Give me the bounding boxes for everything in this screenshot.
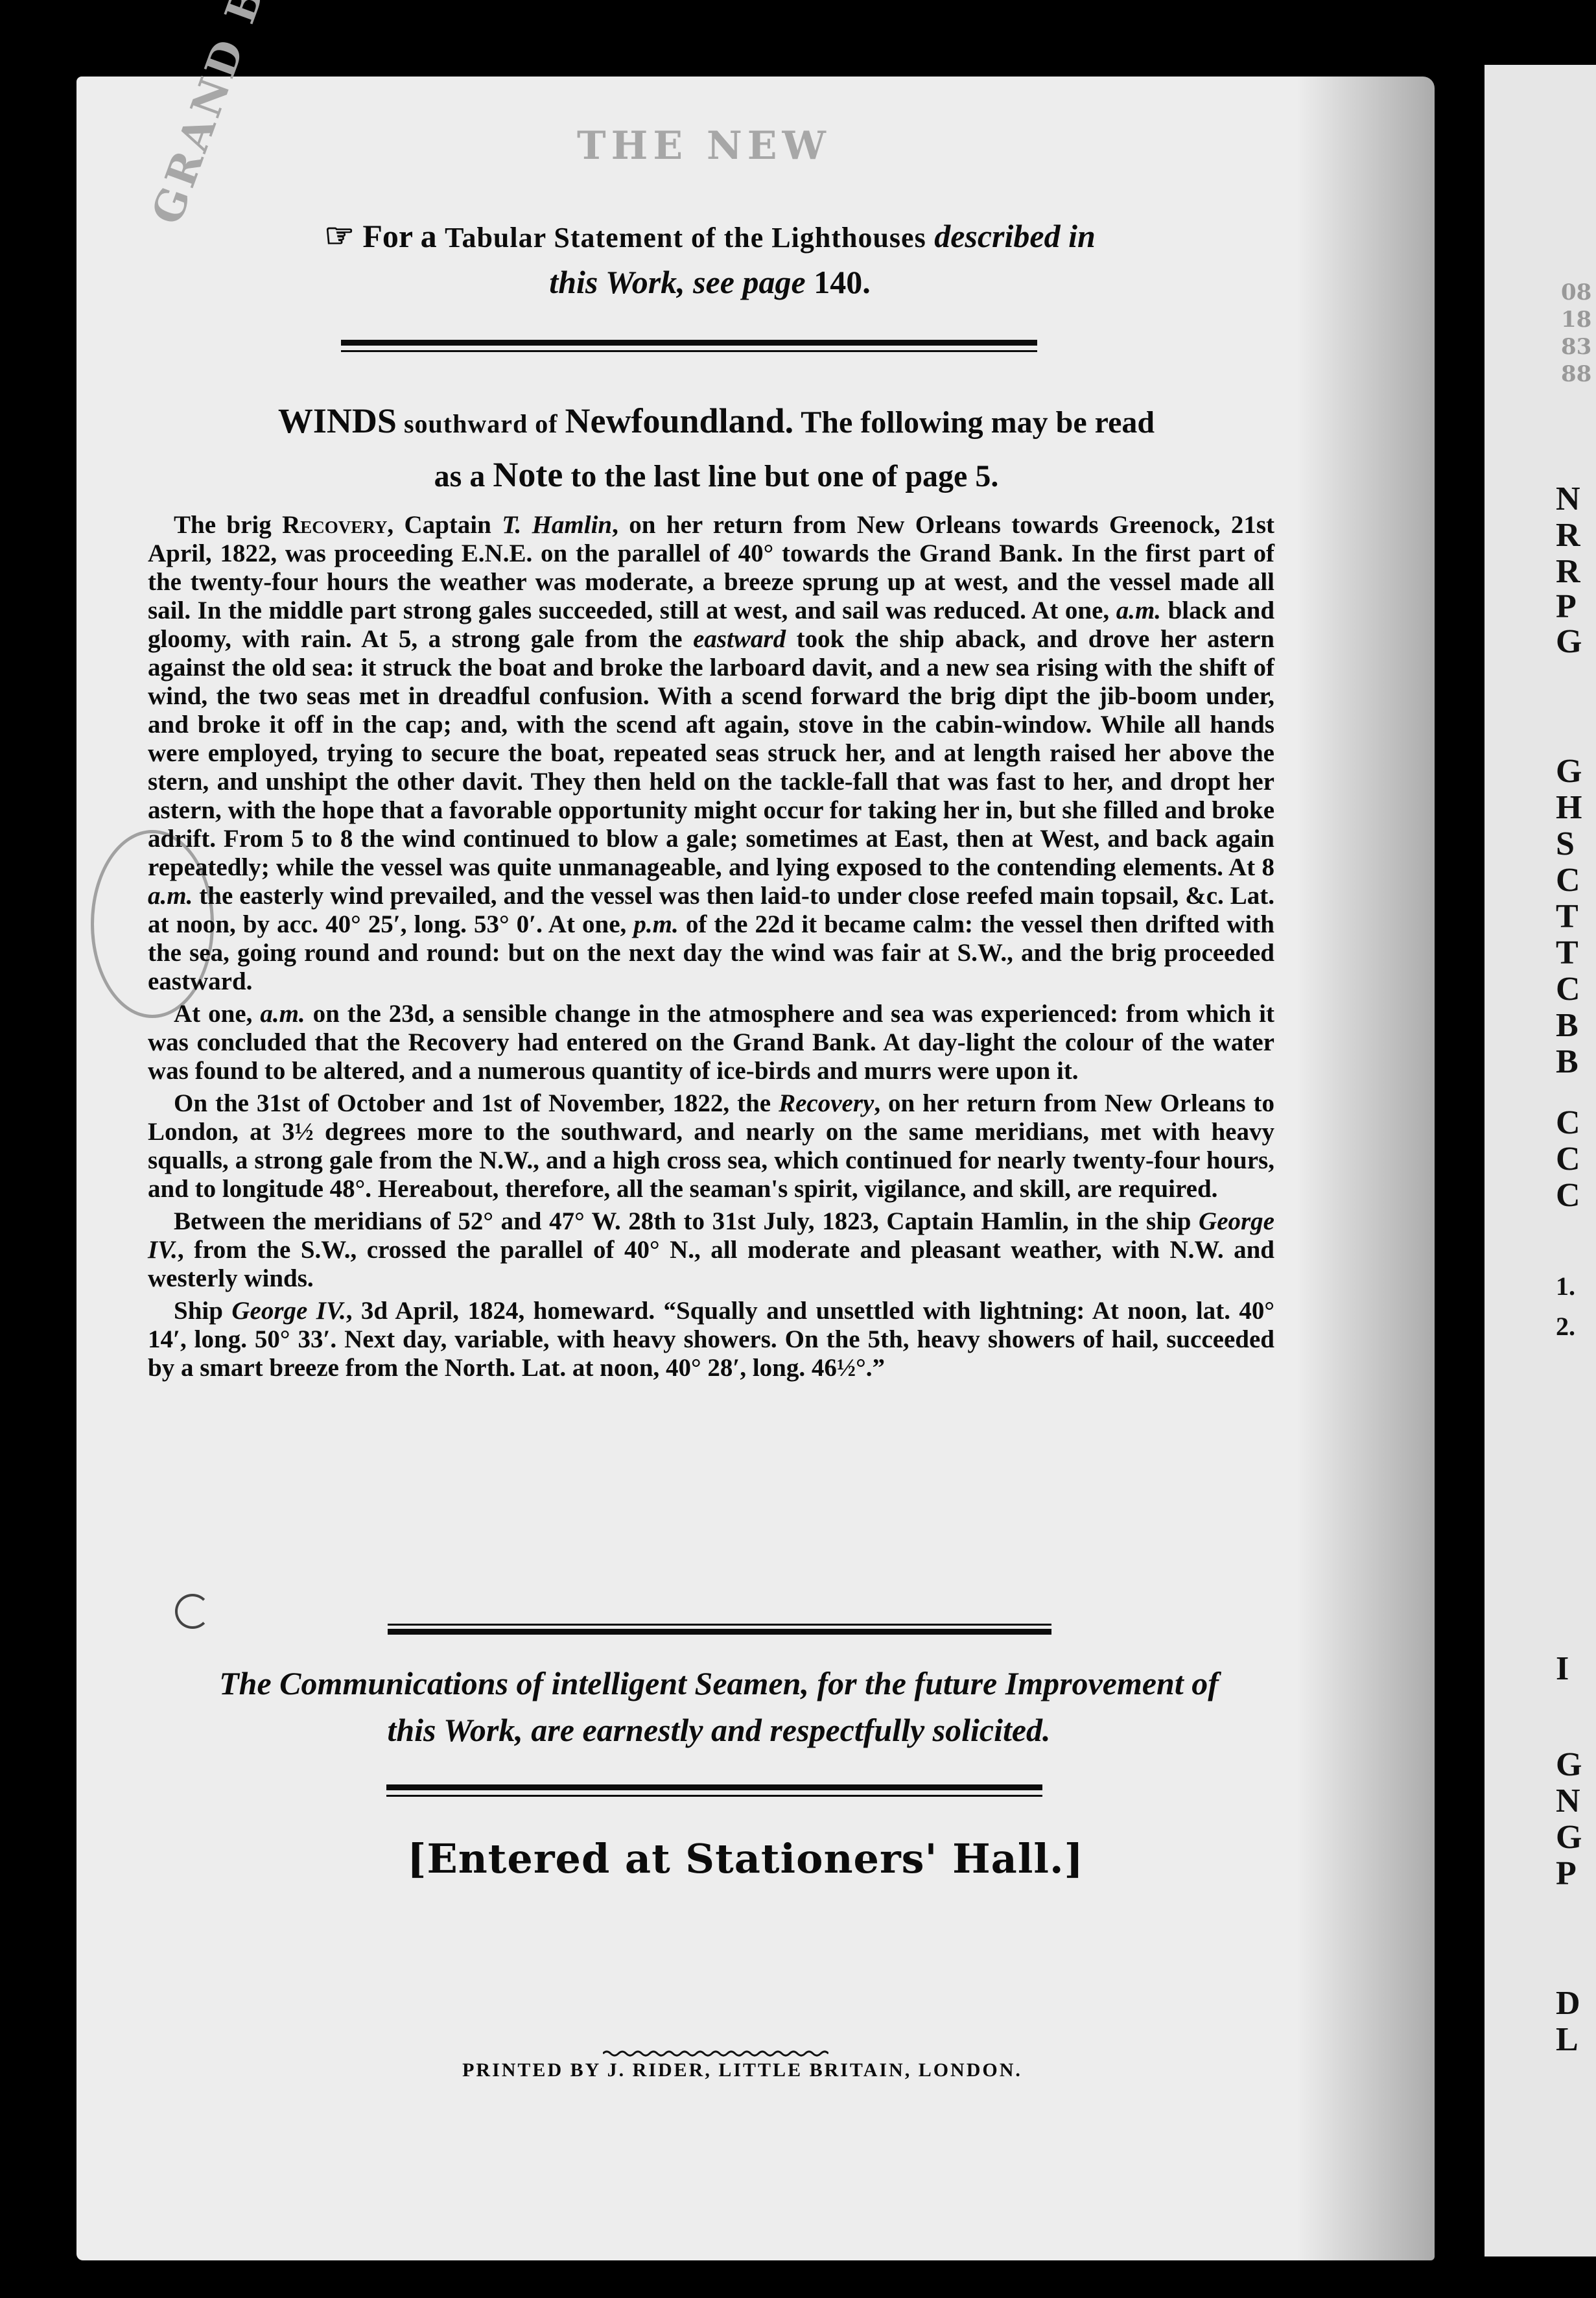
paragraph-october-1822: On the 31st of October and 1st of November, 1822, the Recovery, on her return from New Orleans to London, at 3½ degrees more to the southward, and nearly on the same meridians, met with heavy squalls, a strong gale from the N.W., and a high cross sea, which continued for nearly twenty-four hours, and to longitude 48°. Hereabout, therefore, all the seaman's spirit, vigilance, and skill, are required.: [148, 1089, 1274, 1203]
divider-rule-lower-thick: [386, 1784, 1042, 1790]
divider-rule-thick: [341, 340, 1037, 346]
divider-rule-upper-thick: [388, 1629, 1051, 1635]
paragraph-july-1823: Between the meridians of 52° and 47° W. 28th to 31st July, 1823, Captain Hamlin, in the ship George IV., from the S.W., crossed the parallel of 40° N., all moderate and pleasant weather, with N.W. and westerly winds.: [148, 1207, 1274, 1292]
paragraph-grand-bank: At one, a.m. on the 23d, a sensible change in the atmosphere and sea was experienced: from which it was concluded that the Recovery had entered on the Grand Bank. At day-light the colour of the water was found to be altered, and a numerous quantity of ice-birds and murrs were upon it.: [148, 1000, 1275, 1085]
divider-rule-thin: [341, 350, 1037, 352]
paragraph-april-1824: Ship George IV., 3d April, 1824, homeward. “Squally and unsettled with lightning: At noon, lat. 40° 14′, long. 50° 33′. Next day, variable, with heavy showers. On the 5th, heavy showers of hail, succeeded by a smart breeze from the North. Lat. at noon, 40° 28′, long. 46½°.”: [148, 1297, 1275, 1382]
divider-rule-lower-thin: [386, 1795, 1042, 1797]
winds-section-heading: WINDS southward of Newfoundland. The following may be read as a Note to the last line but one of page 5.: [277, 401, 1155, 494]
page-gutter-shadow: [1297, 77, 1435, 2260]
bleed-through-title: THE NEW: [577, 123, 831, 169]
paragraph-recovery-1822: The brig Recovery, Captain T. Hamlin, on her return from New Orleans towards Greenock, 21st April, 1822, was proceeding E.N.E. on the parallel of 40° towards the Grand Bank. In the first part of the twenty-four hours the weather was moderate, a breeze sprung up at west, and the vessel made all sail. In the middle part strong gales succeeded, still at west, and sail was reduced. At one, a.m. black and gloomy, with rain. At 5, a strong gale from the eastward took the ship aback, and drove her astern against the old sea: it struck the boat and broke the larboard davit, and a new sea rising with the shift of wind, the two seas met in dreadful confusion. With a scend forward the brig dipt the jib-boom under, and broke it off in the cap; and, with the scend aft again, stove in the cabin-window. While all hands were employed, trying to secure the boat, repeated seas struck her, and at length raised her above the stern, and unshipt the other davit. They then held on the tackle-fall that was fast to her, and dropt her astern, with the hope that a favorable opportunity might occur for taking her in, but she filled and broke adrift. From 5 to 8 the wind continued to blow a gale; sometimes at East, then at West, and back again repeatedly; while the vessel was quite unmanageable, and lying exposed to the contending elements. At 8 a.m. the easterly wind prevailed, and the vessel was then laid-to under close reefed main topsail, &c. Lat. at noon, by acc. 40° 25′, long. 53° 0′. At one, p.m. of the 22d it became calm: the vessel then drifted with the sea, going round and round: but on the next day the wind was fair at S.W., and the brig proceeded eastward.: [148, 511, 1275, 995]
seamen-communications-notice: The Communications of intelligent Seamen, for the future Improvement of this Work, are earnestly and respectfully solicited.: [219, 1665, 1219, 1748]
printer-imprint: PRINTED BY J. RIDER, LITTLE BRITAIN, LONDON.: [462, 2059, 1022, 2081]
binding-hole-mark: [175, 1594, 210, 1629]
lighthouse-reference-heading: ☞ For a Tabular Statement of the Lighthouses described in this Work, see page 140.: [324, 218, 1096, 300]
body-text: [148, 511, 1274, 1386]
printer-ornament-rule: [603, 2049, 828, 2058]
facing-page-numbers: 08 18 83 88: [1561, 279, 1592, 387]
pointing-hand-icon: ☞: [324, 218, 355, 255]
stationers-hall-notice: [Entered at Stationers' Hall.]: [407, 1835, 1084, 1882]
divider-rule-upper-thin: [388, 1624, 1051, 1626]
